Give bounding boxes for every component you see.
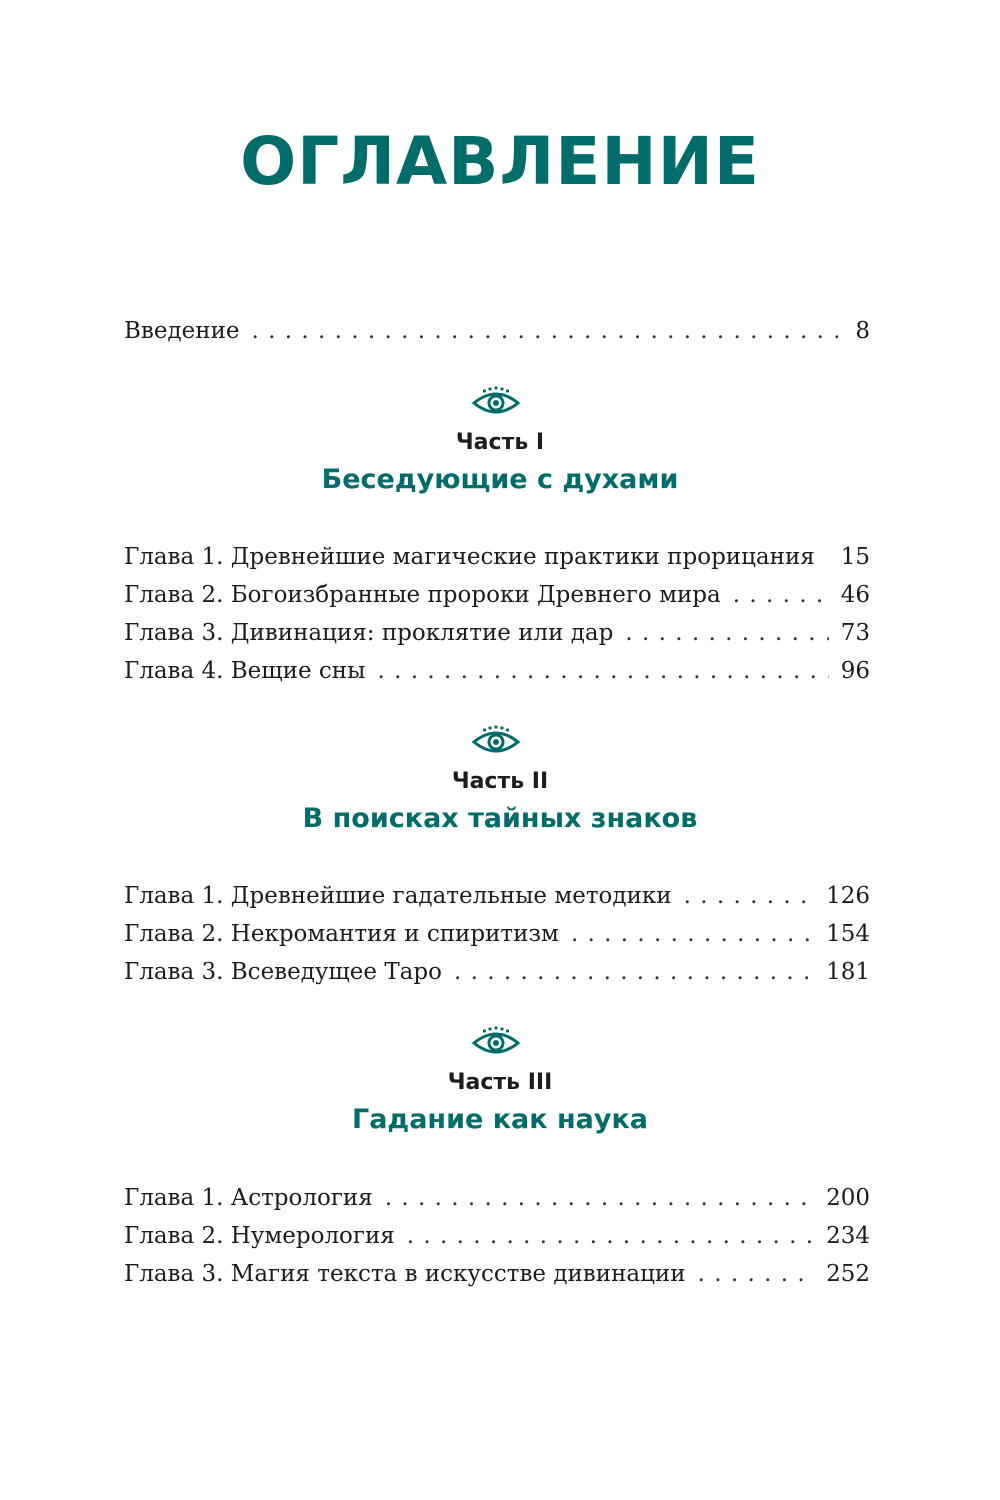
toc-entry-page: 8 xyxy=(855,318,870,344)
toc-entry[interactable] xyxy=(124,879,870,913)
part-number: Часть III xyxy=(447,1070,553,1095)
dot-leader xyxy=(454,955,814,989)
part-title: В поисках тайных знаков xyxy=(302,803,698,834)
eye-icon xyxy=(470,1025,522,1057)
toc-entry[interactable] xyxy=(124,578,870,612)
dot-leader xyxy=(252,314,838,348)
toc-entry-label: Глава 3. Всеведущее Таро xyxy=(124,959,442,985)
toc-entry-label: Глава 1. Древнейшие гадательные методики xyxy=(124,883,672,909)
toc-entry-label: Глава 1. Астрология xyxy=(124,1185,373,1211)
toc-entry-page: 252 xyxy=(826,1261,870,1287)
part-number: Часть I xyxy=(455,430,545,455)
toc-entry-page: 154 xyxy=(826,921,870,947)
toc-entry-page: 96 xyxy=(840,658,870,684)
toc-entry-page: 126 xyxy=(826,883,870,909)
toc-entry[interactable] xyxy=(124,616,870,650)
toc-entry-label: Введение xyxy=(124,318,240,344)
toc-entry-label: Глава 4. Вещие сны xyxy=(124,658,366,684)
part-title: Беседующие с духами xyxy=(321,464,679,495)
toc-entry-intro[interactable] xyxy=(124,314,870,348)
toc-entry-label: Глава 2. Богоизбранные пророки Древнего мира xyxy=(124,582,721,608)
toc-entry-page: 15 xyxy=(840,544,870,570)
toc-entry[interactable] xyxy=(124,540,870,574)
toc-entry[interactable] xyxy=(124,1257,870,1291)
toc-entry[interactable] xyxy=(124,917,870,951)
page-title: ОГЛАВЛЕНИЕ xyxy=(240,123,760,200)
dot-leader xyxy=(625,616,828,650)
dot-leader xyxy=(407,1219,814,1253)
toc-entry[interactable] xyxy=(124,1219,870,1253)
dot-leader xyxy=(571,917,814,951)
dot-leader xyxy=(385,1181,814,1215)
toc-entry-label: Глава 3. Дивинация: проклятие или дар xyxy=(124,620,614,646)
part-number: Часть II xyxy=(451,769,549,794)
toc-entry[interactable] xyxy=(124,1181,870,1215)
toc-entry-page: 73 xyxy=(840,620,870,646)
toc-entry-page: 46 xyxy=(840,582,870,608)
dot-leader xyxy=(733,578,829,612)
dot-leader xyxy=(377,654,828,688)
dot-leader xyxy=(827,540,829,574)
eye-icon xyxy=(470,724,522,756)
toc-entry[interactable] xyxy=(124,654,870,688)
toc-entry-label: Глава 2. Нумерология xyxy=(124,1223,395,1249)
toc-entry-page: 181 xyxy=(826,959,870,985)
toc-entry-label: Глава 2. Некромантия и спиритизм xyxy=(124,921,559,947)
eye-icon xyxy=(470,385,522,417)
toc-entry-page: 234 xyxy=(826,1223,870,1249)
part-title: Гадание как наука xyxy=(351,1104,649,1135)
dot-leader xyxy=(698,1257,815,1291)
toc-entry-label: Глава 3. Магия текста в искусстве дивинации xyxy=(124,1261,686,1287)
toc-entry[interactable] xyxy=(124,955,870,989)
toc-entry-label: Глава 1. Древнейшие магические практики прорицания xyxy=(124,544,815,570)
dot-leader xyxy=(684,879,814,913)
toc-entry-page: 200 xyxy=(826,1185,870,1211)
